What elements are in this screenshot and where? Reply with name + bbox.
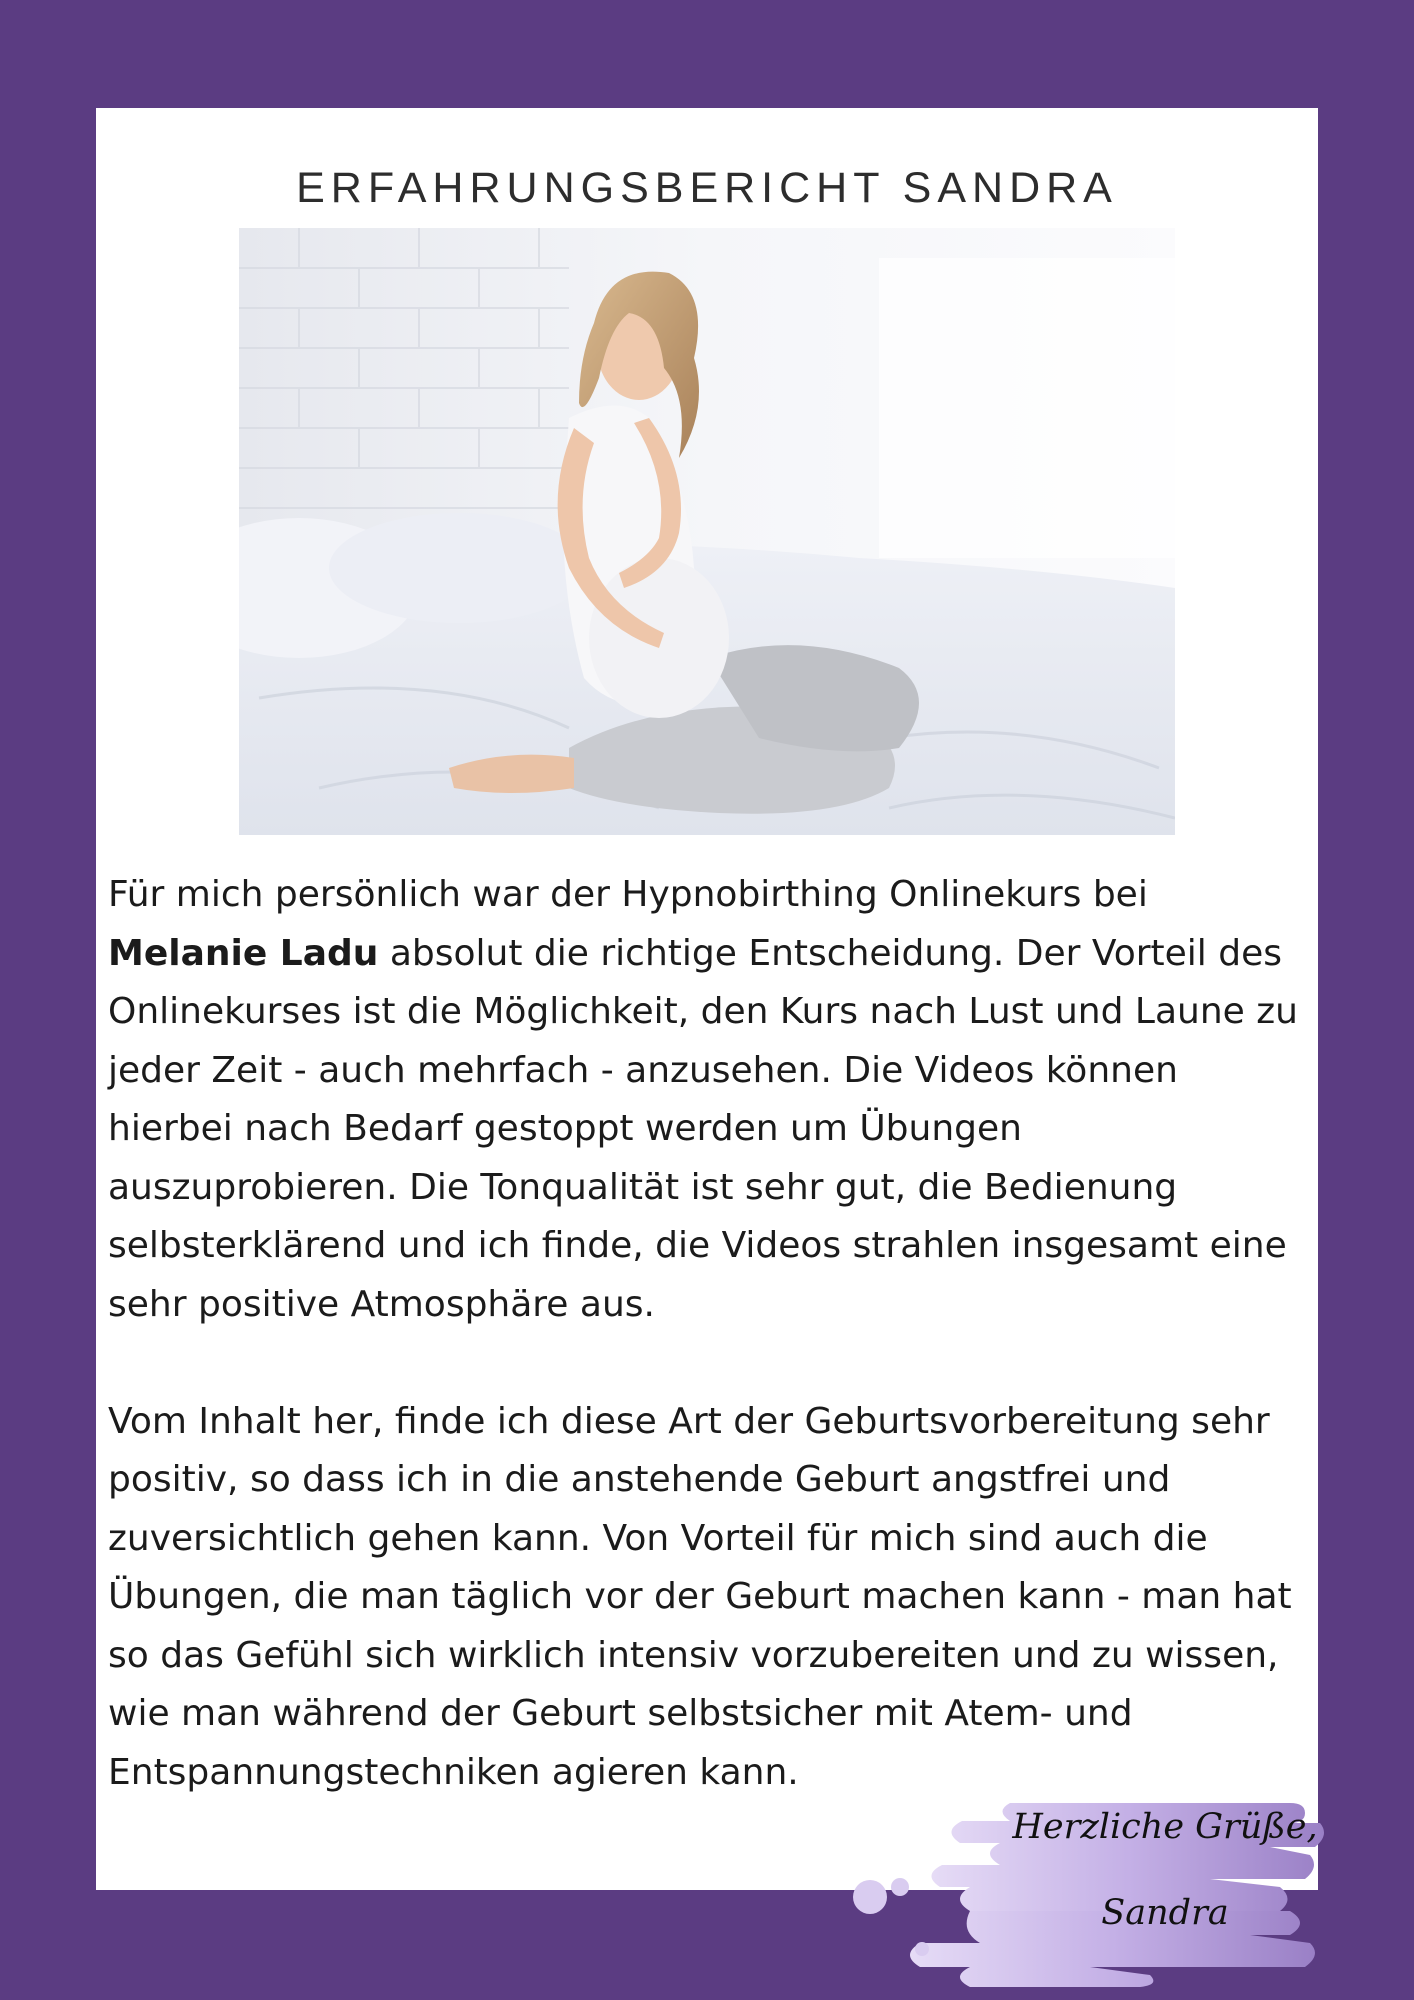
page-title: ERFAHRUNGSBERICHT SANDRA [296,164,1118,212]
paragraph-1 [108,866,1313,1334]
paragraph-2: Vom Inhalt her, finde ich diese Art der Geburtsvorbereitung sehr positiv, so dass ich in die anstehende Geburt angstfrei und zuversichtlich gehen kann. Von Vorteil für mich sind auch die Übungen, die man täglich vor der Geburt machen kann - man hat so das Gefühl sich wirklich intensiv vorzubereiten und zu wissen, wie man während der Geburt selbstsicher mit Atem- und Entspannungstechniken agieren kann. [108,1400,1292,1793]
pregnant-woman-photo [239,228,1175,835]
signature-greeting: Herzliche Grüße, [1012,1807,1318,1847]
paragraph-1-intro: Für mich persönlich war der Hypnobirthing Onlinekurs bei [108,874,1148,915]
paragraph-1-rest: absolut die richtige Entscheidung. Der Vorteil des Onlinekurses ist die Möglichkeit, den Kurs nach Lust und Laune zu jeder Zeit - auch mehrfach - anzusehen. Die Videos können hierbei nach Bedarf gestoppt werden um Übungen auszuprobieren. Die Tonqualität ist sehr gut, die Bedienung selbsterklärend und ich finde, die Videos strahlen insgesamt eine sehr positive Atmosphäre aus. [108,932,1298,1325]
instructor-name: Melanie Ladu [108,932,379,974]
signature-block [850,1795,1330,1990]
content-card [96,108,1318,1890]
signature-name: Sandra [1101,1893,1229,1933]
testimonial-text [108,866,1313,1802]
